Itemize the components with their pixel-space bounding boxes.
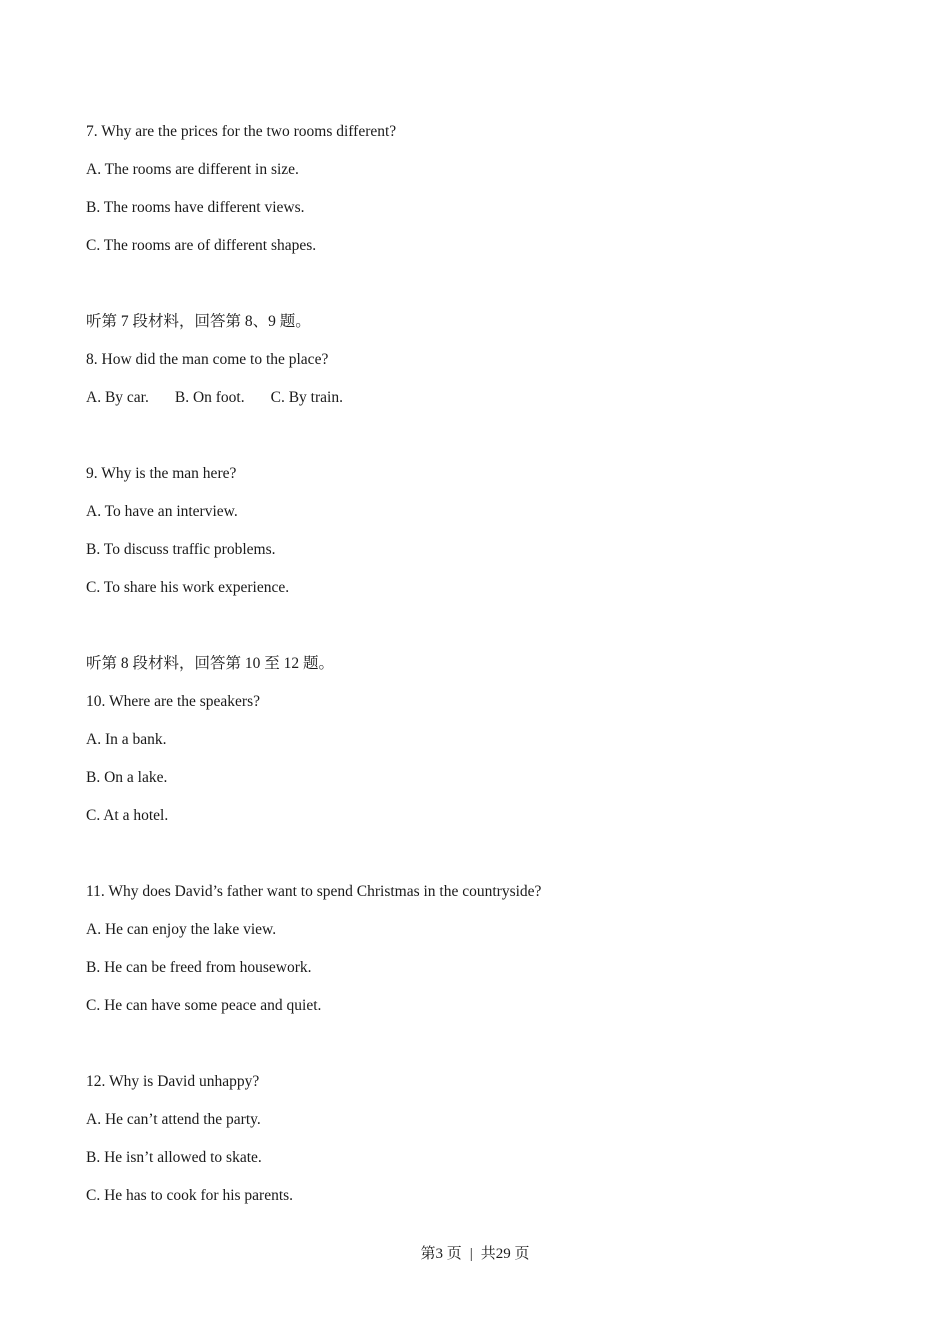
question-9: 9. Why is the man here? [86,465,237,482]
q7-option-b: B. The rooms have different views. [86,199,305,216]
q10-option-c: C. At a hotel. [86,807,169,824]
question-10: 10. Where are the speakers? [86,693,260,710]
q11-option-a: A. He can enjoy the lake view. [86,921,277,938]
question-7: 7. Why are the prices for the two rooms different? [86,123,397,140]
question-8: 8. How did the man come to the place? [86,351,329,368]
q9-option-a: A. To have an interview. [86,503,238,520]
q12-option-a: A. He can’t attend the party. [86,1111,261,1128]
q9-option-c: C. To share his work experience. [86,579,290,596]
q9-option-b: B. To discuss traffic problems. [86,541,276,558]
question-11: 11. Why does David’s father want to spend Christmas in the countryside? [86,883,542,900]
q12-option-c: C. He has to cook for his parents. [86,1187,294,1204]
q8-options [86,388,343,408]
q8-option-a: A. By car. [86,389,149,406]
section-7-intro: 听第 7 段材料，回答第 8、9 题。 [86,313,311,330]
q11-option-c: C. He can have some peace and quiet. [86,997,322,1014]
q8-option-c: C. By train. [270,389,343,406]
q10-option-b: B. On a lake. [86,769,168,786]
footer-separator: | [469,1246,473,1262]
page-total: 共29 页 [480,1246,530,1262]
question-12: 12. Why is David unhappy? [86,1073,260,1090]
q11-option-b: B. He can be freed from housework. [86,959,312,976]
q7-option-c: C. The rooms are of different shapes. [86,237,317,254]
q12-option-b: B. He isn’t allowed to skate. [86,1149,262,1166]
section-8-intro: 听第 8 段材料，回答第 10 至 12 题。 [86,655,335,672]
page-footer [0,1244,950,1264]
q8-option-b: B. On foot. [174,389,245,406]
q7-option-a: A. The rooms are different in size. [86,161,299,178]
page-number: 第3 页 [420,1246,462,1262]
q10-option-a: A. In a bank. [86,731,167,748]
